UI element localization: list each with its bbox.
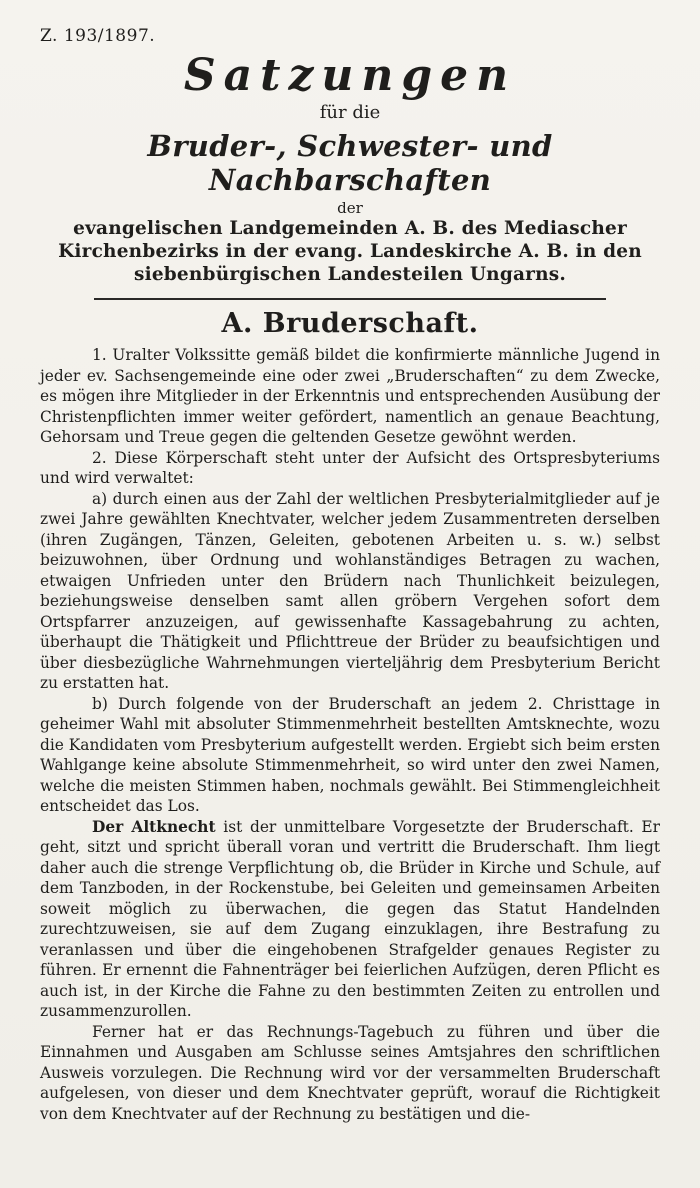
paragraph-lead: Der Altknecht (92, 817, 216, 836)
document-title: Satzungen (183, 50, 517, 101)
document-subtitle: evangelischen Landgemeinden A. B. des Mediascher Kirchenbezirks in der evang. Landeskirche A. B. in den siebenbürgischen Landesteilen Ungarns. (58, 218, 642, 286)
divider-rule (94, 298, 606, 300)
document-body (40, 345, 660, 1124)
paragraph-ferner: Ferner hat er das Rechnungs-Tagebuch zu führen und über die Einnahmen und Ausgaben am Schlusse seines Amtsjahres den schriftlichen Ausweis vorzulegen. Die Rechnung wird vor der versammelten Bruderschaft aufgelesen, von dieser und dem Knechtvater geprüft, worauf die Richtigkeit von dem Knechtvater auf der Rechnung zu bestätigen und die- (40, 1022, 660, 1123)
document-reference: Z. 193/1897. (40, 26, 156, 46)
paragraph-altknecht (40, 817, 660, 1022)
paragraph-1: 1. Uralter Volkssitte gemäß bildet die konfirmierte männliche Jugend in jeder ev. Sachsengemeinde eine oder zwei „Bruderschaften“ zu dem Zwecke, es mögen ihre Mitglieder in der Erkenntnis und entsprechenden Ausübung der Christenpflichten immer weiter gefördert, namentlich an genaue Beachtung, Gehorsam und Treue gegen die geltenden Gesetze gewöhnt werden. (40, 346, 660, 447)
paragraph-2: 2. Diese Körperschaft steht unter der Aufsicht des Ortspresbyteriums und wird verwaltet: (40, 448, 660, 488)
paragraph-b: b) Durch folgende von der Bruderschaft an jedem 2. Christtage in geheimer Wahl mit absoluter Stimmenmehrheit bestellten Amtsknechte, wozu die Kandidaten vom Presbyterium aufgestellt werden. Ergiebt sich beim ersten Wahlgange keine absolute Stimmenmehrheit, so wird unter den zwei Namen, welche die meisten Stimmen haben, nochmals gewählt. Bei Stimmengleichheit entscheidet das Los. (40, 694, 660, 816)
headline-connector: der (337, 199, 363, 218)
document-headline: Bruder-, Schwester- und Nachbarschaften (147, 129, 553, 198)
section-heading: A. Bruderschaft. (221, 308, 479, 340)
title-connector: für die (319, 102, 381, 124)
paragraph-altknecht-text: ist der unmittelbare Vorgesetzte der Bruderschaft. Er geht, sitzt und spricht überall voran und vertritt die Bruderschaft. Ihm liegt daher auch die strenge Verpflichtung ob, die Brüder in Kirche und Schule, auf dem Tanzboden, in der Rockenstube, bei Geleiten und gemeinsamen Arbeiten soweit möglich zu überwachen, die gegen das Statut Handelnden zurechtzuweisen, sie auf dem Zugang einzuklagen, ihre Bestrafung zu veranlassen und über die eingehobenen Strafgelder genaues Register zu führen. Er ernennt die Fahnenträger bei feierlichen Aufzügen, deren Pflicht es auch ist, in der Kirche die Fahne zu den bestimmten Zeiten zu entrollen und zusammenzurollen. (40, 817, 660, 1021)
paragraph-a: a) durch einen aus der Zahl der weltlichen Presbyterialmitglieder auf je zwei Jahre gewählten Knechtvater, welcher jedem Zusammentreten derselben (ihren Zugängen, Tänzen, Geleiten, gebotenen Arbeiten u. s. w.) selbst beizuwohnen, über Ordnung und wohlanständiges Betragen zu wachen, etwaigen Unfrieden unter den Brüdern nach Thunlichkeit beizulegen, beziehungsweise denselben samt allen gröbern Vergehen sofort dem Ortspfarrer anzuzeigen, auf gewissenhafte Kassagebahrung zu achten, überhaupt die Thätigkeit und Pflichttreue der Brüder zu beaufsichtigen und über diesbezügliche Wahrnehmungen vierteljährig dem Presbyterium Bericht zu erstatten hat. (40, 489, 660, 693)
